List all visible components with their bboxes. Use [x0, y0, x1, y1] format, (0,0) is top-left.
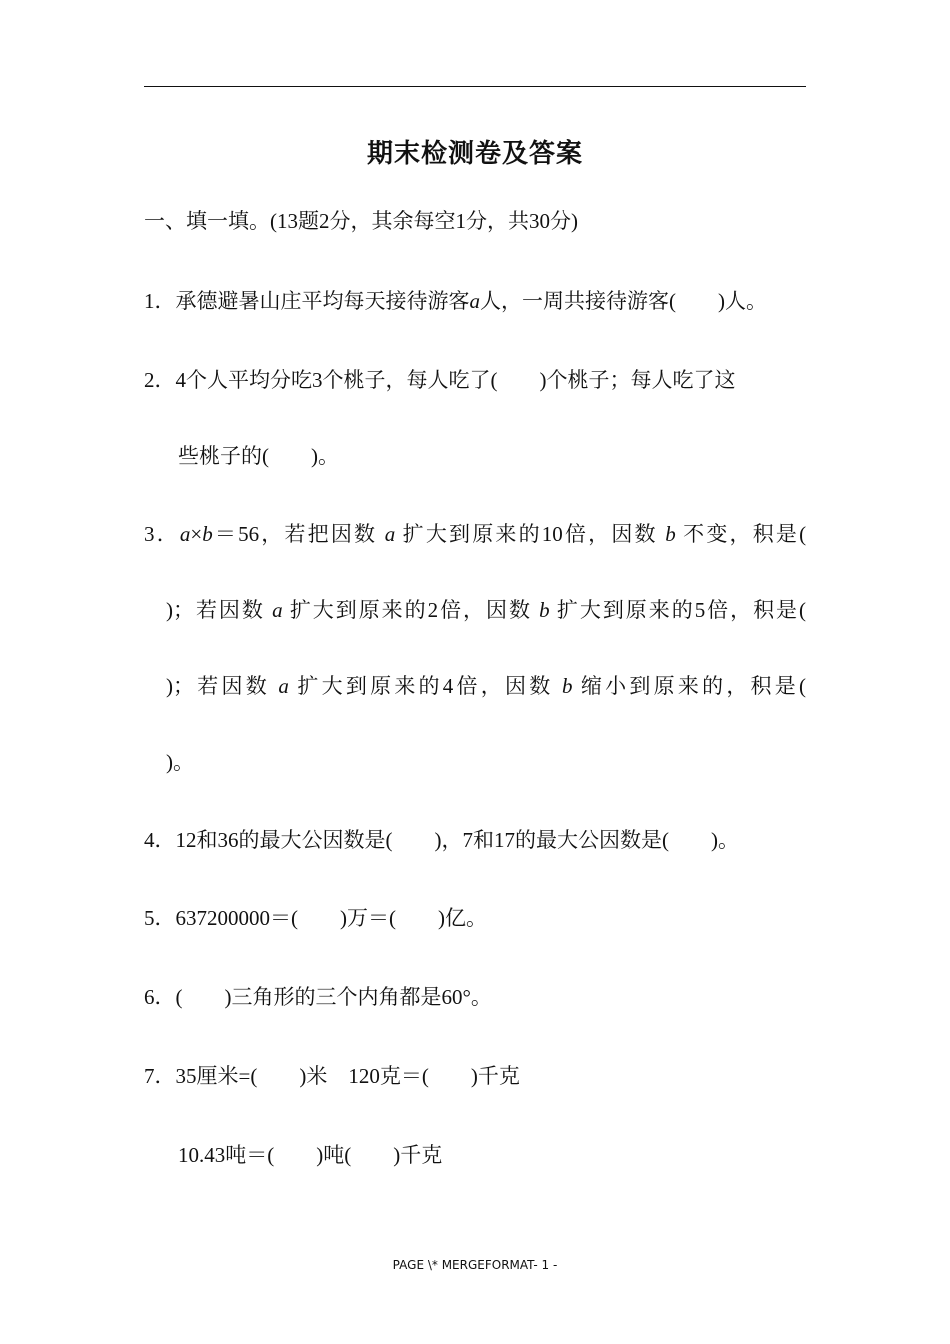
section-heading: 一、填一填。(13题2分，其余每空1分，共30分)	[144, 209, 578, 233]
page-title: 期末检测卷及答案	[366, 139, 583, 169]
question-3-line-2: )；若因数 a 扩大到原来的2倍，因数 b 扩大到原来的5倍，积是(	[166, 598, 807, 622]
question-4: 4．12和36的最大公因数是( )，7和17的最大公因数是( )。	[144, 828, 739, 852]
page-footer: PAGE \* MERGEFORMAT- 1 -	[392, 1258, 558, 1272]
question-number: 1．	[144, 289, 176, 313]
question-3-line-4: )。	[166, 750, 194, 774]
question-3-line-3: )；若因数 a 扩大到原来的4倍，因数 b 缩小到原来的，积是(	[166, 674, 807, 698]
question-2-line-1: 2．4个人平均分吃3个桃子，每人吃了( )个桃子；每人吃了这	[144, 368, 736, 392]
question-7-line-1: 7．35厘米=( )米 120克＝( )千克	[144, 1064, 520, 1088]
question-6: 6．( )三角形的三个内角都是60°。	[144, 985, 492, 1009]
question-1: 1．承德避暑山庄平均每天接待游客a人，一周共接待游客( )人。	[144, 289, 767, 313]
question-7-line-2: 10.43吨＝( )吨( )千克	[178, 1143, 443, 1167]
question-5: 5．637200000＝( )万＝( )亿。	[144, 906, 487, 930]
question-number: 3．	[144, 522, 180, 546]
question-3-line-1: 3．a×b＝56，若把因数 a 扩大到原来的10倍，因数 b 不变，积是(	[144, 522, 807, 546]
header-rule	[144, 86, 806, 87]
question-number: 2．	[144, 368, 176, 392]
variable-a: a	[469, 289, 480, 313]
question-2-line-2: 些桃子的( )。	[178, 444, 339, 468]
